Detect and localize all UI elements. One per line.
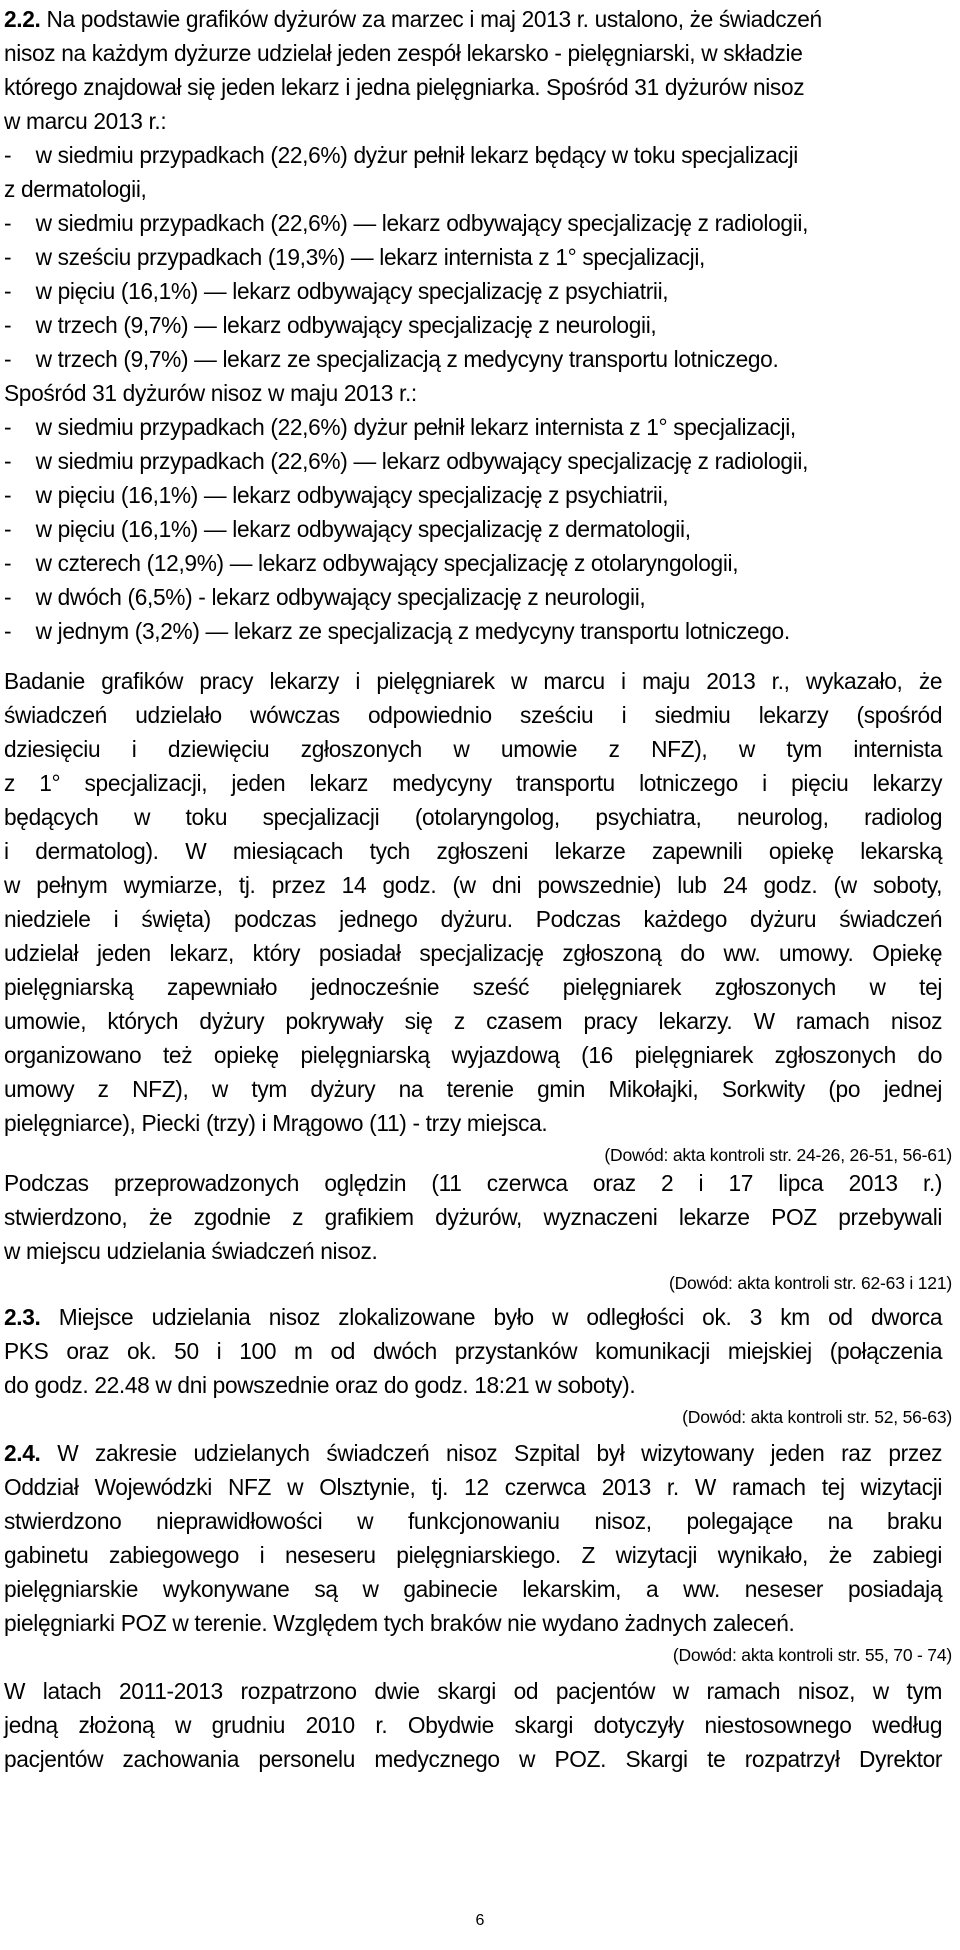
text-line: pielęgniarskie wykonywane są w gabinecie lekarskim, a ww. neseser posiadają (4, 1576, 943, 1602)
list-item-text: w pięciu (16,1%) — lekarz odbywający specjalizację z dermatologii, (35, 516, 691, 542)
text-line: jedną złożoną w grudniu 2010 r. Obydwie skargi dotyczyły niestosownego według (4, 1712, 943, 1738)
text-line: będących w toku specjalizacji (otolaryngolog, psychiatra, neurolog, radiolog (4, 804, 943, 830)
text-line: gabinetu zabiegowego i neseseru pielęgniarskiego. Z wizytacji wynikało, że zabiegi (4, 1542, 943, 1568)
list-item (4, 308, 942, 342)
list-dash: - (4, 448, 12, 474)
text-line: dziesięciu i dziewięciu zgłoszonych w umowie z NFZ), w tym internista (4, 736, 943, 762)
section-number: 2.3. (4, 1304, 41, 1330)
text-line: w marcu 2013 r.: (4, 108, 167, 134)
list-dash: - (4, 142, 12, 168)
list-dash: - (4, 618, 12, 644)
text-line: umowie, których dyżury pokrywały się z czasem pracy lekarzy. W ramach nisoz (4, 1008, 943, 1034)
text-line: PKS oraz ok. 50 i 100 m od dwóch przystanków komunikacji miejskiej (połączenia (4, 1338, 943, 1364)
evidence-reference: (Dowód: akta kontroli str. 52, 56-63) (682, 1407, 952, 1427)
text-line: Badanie grafików pracy lekarzy i pielęgniarek w marcu i maju 2013 r., wykazało, że (4, 668, 943, 694)
section-number: 2.4. (4, 1440, 41, 1466)
list-item (4, 512, 942, 546)
list-dash: - (4, 210, 12, 236)
text-line: w miejscu udzielania świadczeń nisoz. (4, 1238, 378, 1264)
evidence-reference: (Dowód: akta kontroli str. 55, 70 - 74) (672, 1645, 952, 1665)
text-line: którego znajdował się jeden lekarz i jedna pielęgniarka. Spośród 31 dyżurów nisoz (4, 74, 805, 100)
text-line: pacjentów zachowania personelu medycznego w POZ. Skargi te rozpatrzył Dyrektor (4, 1746, 943, 1772)
text-line: z 1° specjalizacji, jeden lekarz medycyny transportu lotniczego i pięciu lekarzy (4, 770, 943, 796)
list-dash: - (4, 278, 12, 304)
list-item-text: w pięciu (16,1%) — lekarz odbywający specjalizację z psychiatrii, (35, 482, 669, 508)
section-text: Na podstawie grafików dyżurów za marzec i maj 2013 r. ustalono, że świadczeń (40, 6, 822, 32)
list-item-text: w siedmiu przypadkach (22,6%) dyżur pełnił lekarz będący w toku specjalizacji (35, 142, 798, 168)
text-line: Oddział Wojewódzki NFZ w Olsztynie, tj. 12 czerwca 2013 r. W ramach tej wizytacji (4, 1474, 943, 1500)
list-item-text: w siedmiu przypadkach (22,6%) — lekarz odbywający specjalizację z radiologii, (35, 448, 809, 474)
evidence-reference: (Dowód: akta kontroli str. 62-63 i 121) (668, 1273, 952, 1293)
list-item (4, 444, 942, 478)
list-item-text: w trzech (9,7%) — lekarz ze specjalizacją z medycyny transportu lotniczego. (35, 346, 779, 372)
list-item-text: w siedmiu przypadkach (22,6%) dyżur pełnił lekarz internista z 1° specjalizacji, (35, 414, 796, 440)
list-dash: - (4, 414, 12, 440)
evidence-reference: (Dowód: akta kontroli str. 24-26, 26-51, 56-61) (604, 1145, 952, 1165)
text-line: z dermatologii, (4, 176, 147, 202)
list-item-text: w siedmiu przypadkach (22,6%) — lekarz odbywający specjalizację z radiologii, (35, 210, 809, 236)
list-dash: - (4, 516, 12, 542)
list-item (4, 478, 942, 512)
list-dash: - (4, 346, 12, 372)
list-item (4, 274, 942, 308)
text-line: udzielał jeden lekarz, który posiadał specjalizację zgłoszoną do ww. umowy. Opiekę (4, 940, 943, 966)
text-line: organizowano też opiekę pielęgniarską wyjazdową (16 pielęgniarek zgłoszonych do (4, 1042, 943, 1068)
text-line: Podczas przeprowadzonych oględzin (11 czerwca oraz 2 i 17 lipca 2013 r.) (4, 1170, 943, 1196)
text-line: pielęgniarską zapewniało jednocześnie sześć pielęgniarek zgłoszonych w tej (4, 974, 943, 1000)
list-dash: - (4, 584, 12, 610)
text-line: w pełnym wymiarze, tj. przez 14 godz. (w dni powszednie) lub 24 godz. (w soboty, (4, 872, 943, 898)
list-item (4, 206, 942, 240)
list-item-text: w czterech (12,9%) — lekarz odbywający specjalizację z otolaryngologii, (35, 550, 739, 576)
section-text: Miejsce udzielania nisoz zlokalizowane było w odległości ok. 3 km od dworca (40, 1304, 943, 1330)
text-line: Spośród 31 dyżurów nisoz w maju 2013 r.: (4, 380, 417, 406)
list-dash: - (4, 244, 12, 270)
list-item-text: w jednym (3,2%) — lekarz ze specjalizacją z medycyny transportu lotniczego. (35, 618, 790, 644)
text-line: i dermatolog). W miesiącach tych zgłoszeni lekarze zapewnili opiekę lekarską (4, 838, 943, 864)
section-heading-line (4, 1300, 942, 1334)
text-line: W latach 2011-2013 rozpatrzono dwie skargi od pacjentów w ramach nisoz, w tym (4, 1678, 943, 1704)
list-item-text: w pięciu (16,1%) — lekarz odbywający specjalizację z psychiatrii, (35, 278, 669, 304)
list-item (4, 580, 942, 614)
text-line: pielęgniarce), Piecki (trzy) i Mrągowo (11) - trzy miejsca. (4, 1110, 548, 1136)
list-dash: - (4, 550, 12, 576)
page-number: 6 (475, 1912, 485, 1929)
text-line: do godz. 22.48 w dni powszednie oraz do godz. 18:21 w soboty). (4, 1372, 636, 1398)
text-line: nisoz na każdym dyżurze udzielał jeden zespół lekarsko - pielęgniarski, w składzie (4, 40, 803, 66)
list-item (4, 138, 942, 172)
text-line: pielęgniarki POZ w terenie. Względem tych braków nie wydano żadnych zaleceń. (4, 1610, 795, 1636)
text-line: niedziele i święta) podczas jednego dyżuru. Podczas każdego dyżuru świadczeń (4, 906, 943, 932)
text-line: świadczeń udzielało wówczas odpowiednio sześciu i siedmiu lekarzy (spośród (4, 702, 943, 728)
list-item (4, 546, 942, 580)
list-item (4, 614, 942, 648)
list-dash: - (4, 312, 12, 338)
list-item (4, 240, 942, 274)
section-number: 2.2. (4, 6, 41, 32)
list-item-text: w sześciu przypadkach (19,3%) — lekarz internista z 1° specjalizacji, (35, 244, 706, 270)
text-line: stwierdzono, że zgodnie z grafikiem dyżurów, wyznaczeni lekarze POZ przebywali (4, 1204, 943, 1230)
list-item (4, 342, 942, 376)
section-heading-line (4, 1436, 942, 1470)
section-heading-line (4, 2, 942, 36)
text-line: umowy z NFZ), w tym dyżury na terenie gmin Mikołajki, Sorkwity (po jednej (4, 1076, 943, 1102)
list-item-text: w trzech (9,7%) — lekarz odbywający specjalizację z neurologii, (35, 312, 657, 338)
list-item-text: w dwóch (6,5%) - lekarz odbywający specjalizację z neurologii, (35, 584, 646, 610)
text-line: stwierdzono nieprawidłowości w funkcjonowaniu nisoz, polegające na braku (4, 1508, 943, 1534)
section-text: W zakresie udzielanych świadczeń nisoz Szpital był wizytowany jeden raz przez (40, 1440, 943, 1466)
list-dash: - (4, 482, 12, 508)
list-item (4, 410, 942, 444)
